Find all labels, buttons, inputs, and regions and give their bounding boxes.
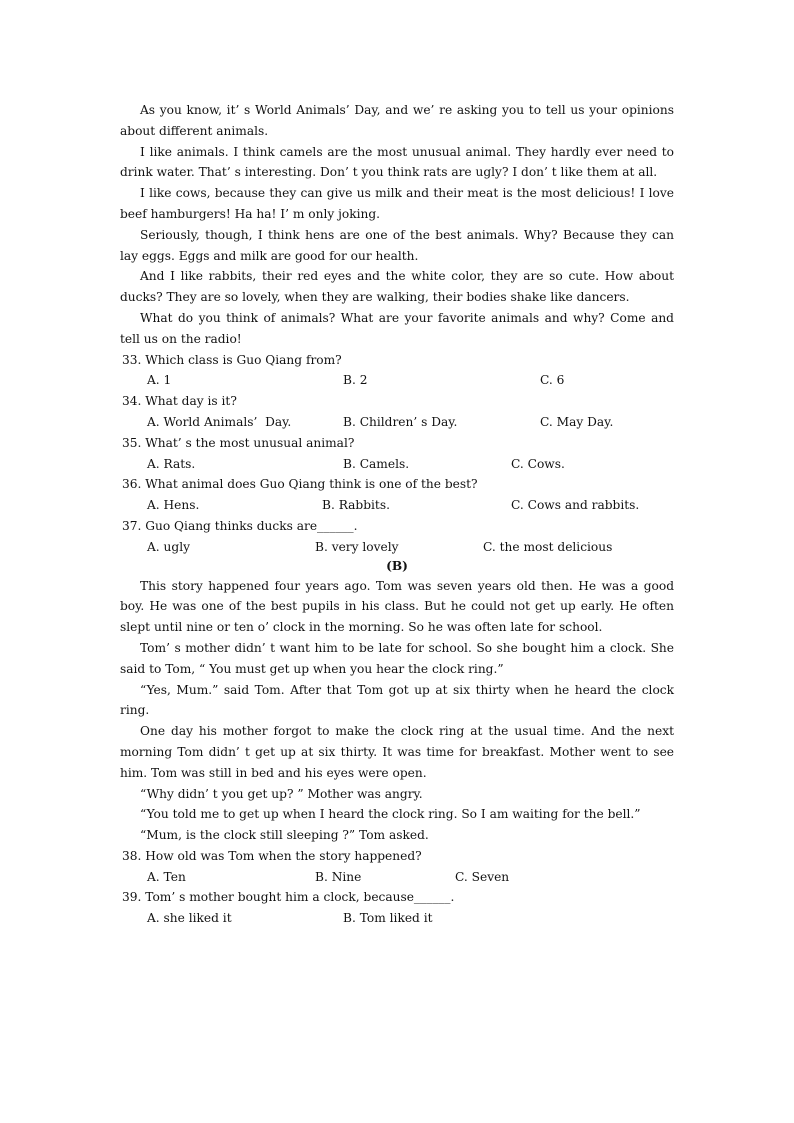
passage-b-paragraph-6: “You told me to get up when I heard the clock ring. So I am waiting for the bell.”: [140, 807, 641, 822]
option-c: C. Cows and rabbits.: [511, 498, 640, 513]
question-35: 35. What’ s the most unusual animal?: [122, 435, 355, 450]
option-a: A. World Animals’ Day.: [147, 414, 292, 429]
option-a: A. she liked it: [147, 911, 232, 926]
passage-a-paragraph-2: I like animals. I think camels are the most unusual animal. They hardly ever need to drink water. That’ s interesting. Don’ t you think rats are ugly? I don’ t like them at all.: [120, 144, 674, 180]
question-38: 38. How old was Tom when the story happened?: [122, 848, 422, 863]
passage-b-paragraph-2: Tom’ s mother didn’ t want him to be late for school. So she bought him a clock. She said to Tom, “ You must get up when you hear the clock ring.”: [120, 640, 674, 676]
question-33: 33. Which class is Guo Qiang from?: [122, 352, 342, 367]
passage-a-paragraph-3: I like cows, because they can give us milk and their meat is the most delicious! I love beef hamburgers! Ha ha! I’ m only joking.: [120, 186, 674, 221]
passage-b-paragraph-7: “Mum, is the clock still sleeping ?” Tom asked.: [140, 828, 429, 843]
passage-a-paragraph-5: And I like rabbits, their red eyes and the white color, they are so cute. How about ducks? They are so lovely, when they are walking, their bodies shake like dancers.: [120, 269, 674, 305]
option-a: A. Ten: [147, 869, 186, 884]
question-37: 37. Guo Qiang thinks ducks are______.: [122, 518, 358, 533]
option-a: A. 1: [147, 373, 172, 388]
question-35-options: [120, 454, 674, 475]
option-b: B. Rabbits.: [322, 498, 390, 513]
passage-b-paragraph-1: This story happened four years ago. Tom was seven years old then. He was a good boy. He was one of the best pupils in his class. But he could not get up early. He often slept until nine or ten o’ clock in the morning. So he was often late for school.: [120, 578, 674, 635]
passage-b-paragraph-4: One day his mother forgot to make the clock ring at the usual time. And the next morning Tom didn’ t get up at six thirty. It was time for breakfast. Mother went to see him. Tom was still in bed and his eyes were open.: [120, 724, 674, 780]
passage-a-paragraph-1: As you know, it’ s World Animals’ Day, and we’ re asking you to tell us your opinions about different animals.: [120, 103, 674, 138]
option-b: B. Nine: [315, 869, 362, 884]
option-b: B. Camels.: [343, 456, 410, 471]
option-a: A. Rats.: [147, 456, 196, 471]
option-c: C. the most delicious: [483, 539, 613, 554]
option-a: A. Hens.: [147, 498, 200, 513]
option-b: B. 2: [343, 373, 368, 388]
option-b: B. Tom liked it: [343, 911, 433, 926]
option-a: A. ugly: [147, 539, 190, 554]
option-c: C. Cows.: [511, 456, 565, 471]
passage-b-paragraph-3: “Yes, Mum.” said Tom. After that Tom got up at six thirty when he heard the clock ring.: [120, 682, 674, 718]
question-36-options: [120, 495, 674, 516]
question-37-options: [120, 537, 674, 558]
option-c: C. 6: [540, 373, 565, 388]
option-c: C. Seven: [455, 869, 510, 884]
question-39: 39. Tom’ s mother bought him a clock, because______.: [122, 890, 455, 905]
passage-a-paragraph-4: Seriously, though, I think hens are one of the best animals. Why? Because they can lay eggs. Eggs and milk are good for our health.: [120, 227, 674, 263]
passage-a-paragraph-6: What do you think of animals? What are your favorite animals and why? Come and tell us on the radio!: [120, 310, 674, 346]
question-39-options: [120, 908, 674, 929]
question-33-options: [120, 370, 674, 391]
question-34-options: [120, 412, 674, 433]
worksheet-page: [120, 100, 674, 929]
question-36: 36. What animal does Guo Qiang think is one of the best?: [122, 477, 478, 492]
option-b: B. very lovely: [315, 539, 399, 554]
question-34: 34. What day is it?: [122, 394, 237, 409]
option-c: C. May Day.: [540, 414, 614, 429]
option-b: B. Children’ s Day.: [343, 414, 458, 429]
section-b-heading: (B): [386, 558, 408, 573]
passage-b-paragraph-5: “Why didn’ t you get up? ” Mother was angry.: [140, 786, 423, 801]
question-38-options: [120, 867, 674, 888]
